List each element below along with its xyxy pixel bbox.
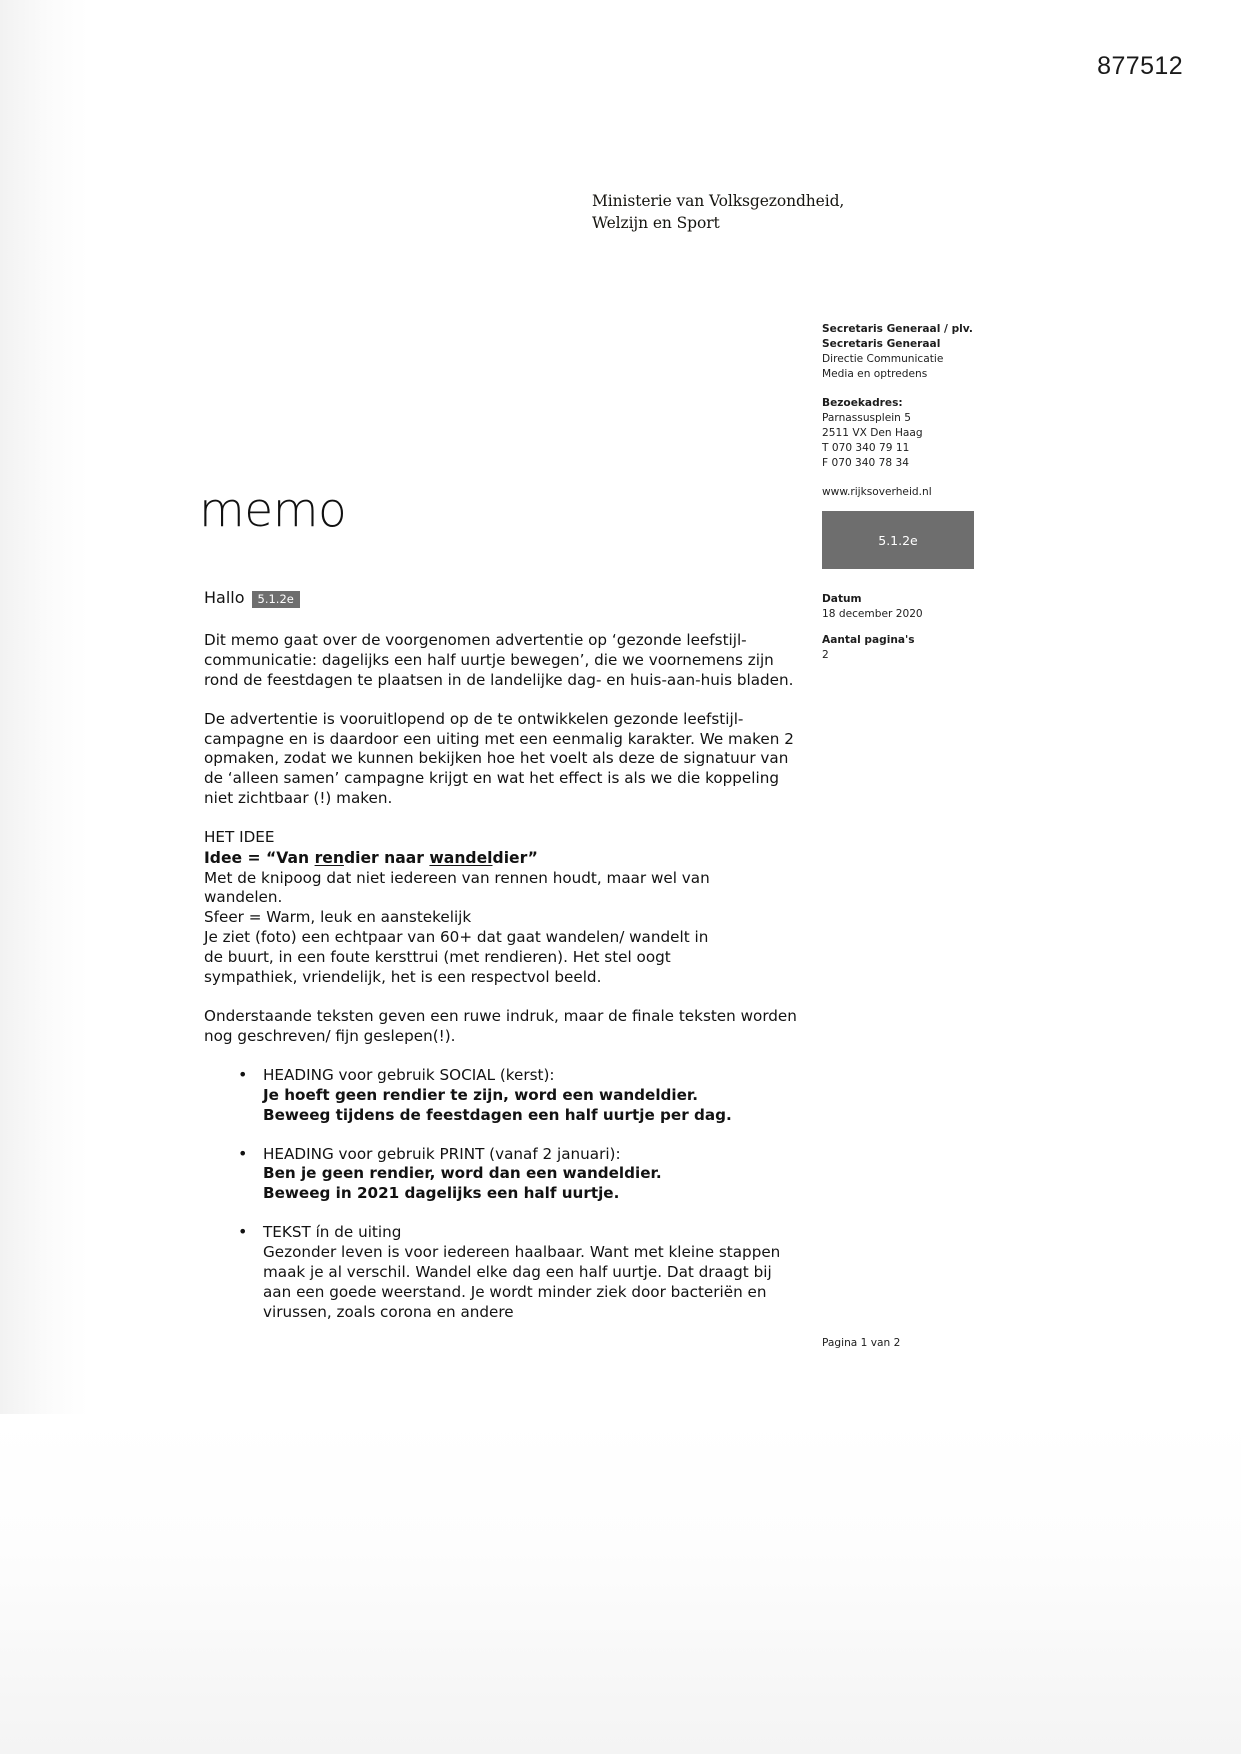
idea-mid: dier naar [343,849,430,868]
bullet-print-line-1: Ben je geen rendier, word dan een wandeldier. [263,1164,662,1183]
idea-sfeer: Sfeer = Warm, leuk en aanstekelijk [204,908,472,927]
idea-knipoog-line-2: wandelen. [204,888,283,907]
bullet-title-print: • HEADING voor gebruik PRINT (vanaf 2 januari): [263,1144,621,1163]
idea-foto-line-2: de buurt, in een foute kersttrui (met rendieren). Het stel oogt [204,948,671,967]
document-number: 877512 [1097,52,1183,80]
address-phone: T 070 340 79 11 [822,442,910,455]
pages-label: Aantal pagina's [822,634,915,646]
idea-prefix: Idee = “Van [204,849,315,868]
datum-value: 18 december 2020 [822,608,923,621]
list-item [204,1066,804,1126]
bullet-title-social: • HEADING voor gebruik SOCIAL (kerst): [263,1065,555,1084]
list-item [204,1223,804,1323]
meta-datum-block [822,592,1022,622]
department-title-line-1: Secretaris Generaal / plv. [822,323,973,335]
document-body [204,588,804,1323]
page-footer: Pagina 1 van 2 [822,1337,901,1349]
idea-knipoog-line-1: Met de knipoog dat niet iedereen van rennen houdt, maar wel van [204,868,710,887]
meta-department-block [822,322,1022,382]
list-item [204,1145,804,1205]
idea-foto-line-3: sympathiek, vriendelijk, het is een respectvol beeld. [204,968,602,987]
salutation-text: Hallo [204,588,245,607]
address-fax: F 070 340 78 34 [822,457,909,470]
paragraph-campaign: De advertentie is vooruitlopend op de te ontwikkelen gezonde leefstijl-campagne en is daardoor een uiting met een eenmalig karakter. We maken 2 opmaken, zodat we kunnen bekijken hoe het voelt als deze de signatuur van de ‘alleen samen’ campagne krijgt en wat het effect is als we die koppeling niet zichtbaar (!) maken. [204,709,794,808]
idea-section-heading: HET IDEE [204,828,275,847]
bullet-print-line-2: Beweeg in 2021 dagelijks een half uurtje. [263,1184,620,1203]
address-street: Parnassusplein 5 [822,412,912,425]
ministry-line-1: Ministerie van Volksgezondheid, [592,192,845,210]
meta-pages-block [822,633,1022,663]
address-city: 2511 VX Den Haag [822,427,923,440]
meta-website-block [822,485,1022,500]
paragraph-draft-note: Onderstaande teksten geven een ruwe indruk, maar de finale teksten worden nog geschreven/ fijn geslepen(!). [204,1006,797,1045]
inlichtingen-redaction-box [822,511,974,569]
meta-sidebar [822,322,1022,529]
heading-bullet-list [204,1066,804,1323]
salutation-redaction-box: 5.1.2e [252,591,300,609]
ministry-line-2: Welzijn en Sport [592,214,720,232]
idea-headline [204,848,804,868]
idea-underline-ren: ren [314,849,344,868]
department-unit: Media en optredens [822,368,928,381]
idea-underline-wandel: wandel [429,849,493,868]
bullet-tekst-body: Gezonder leven is voor iedereen haalbaar. Want met kleine stappen maak je al verschil. Wandel elke dag een half uurtje. Dat draagt bij aan een goede weerstand. Je wordt minder ziek door bacteriën en virussen, zoals corona en andere [263,1243,781,1321]
meta-address-block [822,396,1022,471]
bullet-social-line-1: Je hoeft geen rendier te zijn, word een wandeldier. [263,1085,698,1104]
pages-value: 2 [822,649,829,662]
salutation-line [204,588,804,609]
scan-edge-shading-bottom [0,1414,1241,1754]
department-title-line-2: Secretaris Generaal [822,338,941,351]
address-label: Bezoekadres: [822,397,903,410]
department-directorate: Directie Communicatie [822,353,944,366]
page-title: memo [199,483,347,538]
paragraph-intro: Dit memo gaat over de voorgenomen advertentie op ‘gezonde leefstijl-communicatie: dagelijks een half uurtje bewegen’, die we voornemens zijn rond de feestdagen te plaatsen in de landelijke dag- en huis-aan-huis bladen. [204,630,794,689]
datum-label: Datum [822,593,862,605]
bullet-social-line-2: Beweeg tijdens de feestdagen een half uurtje per dag. [263,1105,732,1124]
idea-suffix: dier” [492,849,538,868]
website-url[interactable]: www.rijksoverheid.nl [822,486,932,499]
idea-section [204,828,804,988]
ministry-lockup [592,190,844,234]
bullet-title-tekst: • TEKST ín de uiting [263,1223,402,1242]
inlichtingen-redaction-code: 5.1.2e [878,532,918,548]
idea-foto-line-1: Je ziet (foto) een echtpaar van 60+ dat gaat wandelen/ wandelt in [204,928,709,947]
